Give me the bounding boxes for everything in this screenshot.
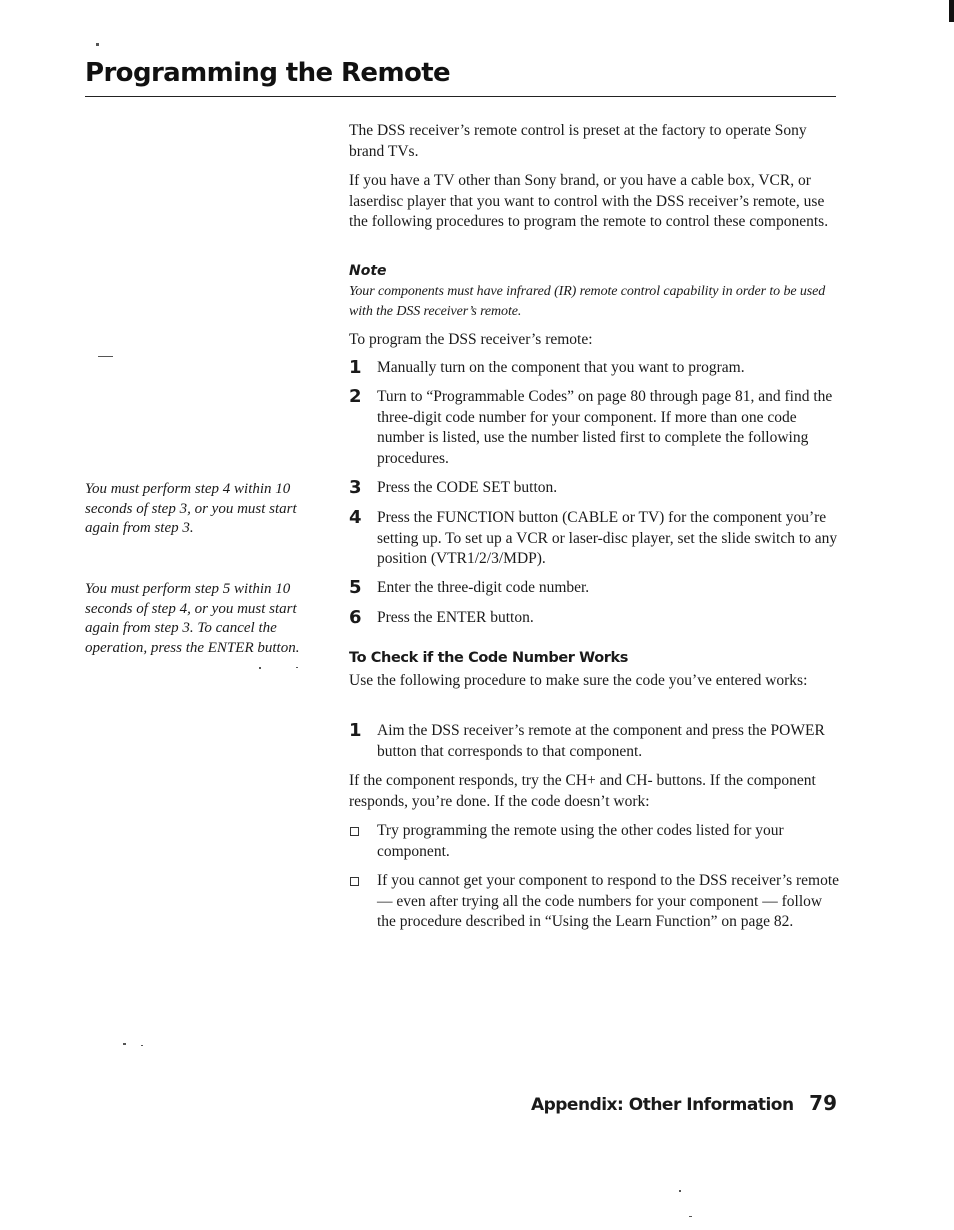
note-heading: Note — [349, 263, 387, 279]
side-note: You must perform step 5 within 10 seconds of step 4, or you must start again from step 3. To cancel the operation, press the ENTER button. — [85, 581, 300, 656]
step-number: 3 — [349, 477, 362, 498]
step-text: Enter the three-digit code number. — [377, 579, 590, 596]
title-rule — [85, 96, 836, 97]
step-number: 5 — [349, 577, 362, 598]
step-text: Turn to “Programmable Codes” on page 80 through page 81, and find the three-digit code number for your component. If more than one code number is listed, use the number listed first to complete the following procedures. — [377, 388, 833, 467]
intro-paragraph: If you have a TV other than Sony brand, or you have a cable box, VCR, or laserdisc player that you want to control with the DSS receiver’s remote, use the following procedures to program the remote to control these components. — [349, 172, 829, 231]
check-result: If the component responds, try the CH+ and CH- buttons. If the component responds, you’re done. If the code doesn’t work: — [349, 772, 816, 810]
page-footer — [531, 1091, 837, 1115]
checkbox-bullet-icon — [350, 827, 359, 836]
side-note: You must perform step 4 within 10 seconds of step 3, or you must start again from step 3. — [85, 481, 297, 536]
scan-speck — [98, 356, 113, 357]
step-text: Aim the DSS receiver’s remote at the component and press the POWER button that corresponds to that component. — [377, 722, 825, 760]
checkbox-bullet-icon — [350, 877, 359, 886]
page-title: Programming the Remote — [85, 58, 451, 88]
footer-section-title: Appendix: Other Information — [530, 1095, 794, 1115]
scan-speck — [123, 1043, 126, 1045]
step-text: Manually turn on the component that you want to program. — [377, 359, 745, 376]
scan-speck — [259, 667, 261, 669]
step-text: Press the FUNCTION button (CABLE or TV) for the component you’re setting up. To set up a VCR or laser-disc player, set the slide switch to any position (VTR1/2/3/MDP). — [377, 509, 838, 568]
step-number: 1 — [349, 357, 362, 378]
scan-speck — [296, 667, 298, 668]
step-number: 4 — [349, 507, 362, 528]
page-number: 79 — [809, 1091, 837, 1115]
step-text: Press the CODE SET button. — [377, 479, 558, 496]
step-number: 2 — [349, 386, 362, 407]
note-text: Your components must have infrared (IR) remote control capability in order to be used with the DSS receiver’s remote. — [349, 284, 826, 319]
section-heading: To Check if the Code Number Works — [349, 650, 629, 666]
step-number: 1 — [349, 720, 362, 741]
step-number: 6 — [349, 607, 362, 628]
bullet-item: Try programming the remote using the other codes listed for your component. — [377, 822, 784, 860]
scan-speck — [689, 1216, 692, 1217]
scan-speck — [141, 1045, 143, 1046]
crop-mark — [949, 0, 954, 22]
program-lead: To program the DSS receiver’s remote: — [349, 331, 593, 348]
scan-speck — [679, 1190, 681, 1192]
intro-paragraph: The DSS receiver’s remote control is preset at the factory to operate Sony brand TVs. — [349, 122, 807, 160]
bullet-item: If you cannot get your component to respond to the DSS receiver’s remote — even after trying all the code numbers for your component — follow the procedure described in “Using the Learn Function” on page 82. — [377, 872, 840, 931]
step-text: Press the ENTER button. — [377, 609, 534, 626]
scan-speck — [96, 43, 99, 46]
check-lead: Use the following procedure to make sure the code you’ve entered works: — [349, 672, 808, 689]
